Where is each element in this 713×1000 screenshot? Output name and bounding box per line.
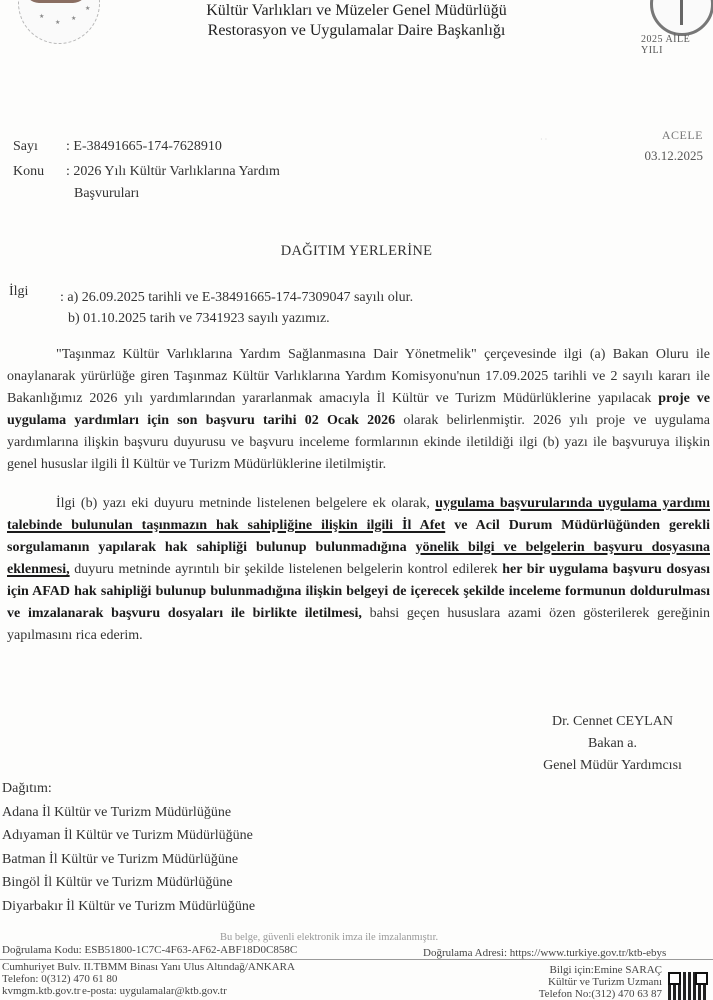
info-title: Kültür ve Turizm Uzmanı xyxy=(548,976,662,988)
body-paragraph-1 xyxy=(7,344,710,476)
p2-bold-mid: ve Acil Durum Müdürlüğünden gerekli sorgulamanın yapılarak hak sahipliği bulunup bulunmadığına xyxy=(7,518,710,555)
signatory-name: Dr. Cennet CEYLAN xyxy=(552,714,673,729)
sayi-label: Sayı xyxy=(13,139,38,154)
footer-website[interactable]: kvmgm.ktb.gov.tr xyxy=(2,985,81,997)
distribution-item: Diyarbakır İl Kültür ve Turizm Müdürlüğüne xyxy=(2,898,256,914)
signature-block xyxy=(520,711,705,777)
p2-text-cont: duyuru metninde ayrıntılı bir şekilde listelenen belgelerin kontrol edilerek xyxy=(69,562,503,577)
konu-value: : 2026 Yılı Kültür Varlıklarına Yardım xyxy=(66,164,280,179)
distribution-item: Adıyaman İl Kültür ve Turizm Müdürlüğüne xyxy=(2,828,253,843)
ilgi-label: İlgi xyxy=(9,284,29,299)
footer-address: Cumhuriyet Bulv. II.TBMM Binası Yanı Ulus Altındağ/ANKARA xyxy=(2,961,295,973)
body-paragraph-2 xyxy=(7,493,710,647)
distribution-item: Batman İl Kültür ve Turizm Müdürlüğüne xyxy=(2,851,239,867)
info-contact: Bilgi için:Emine SARAÇ xyxy=(549,964,662,976)
distribution-item: Adana İl Kültür ve Turizm Müdürlüğüne xyxy=(2,804,232,820)
p2-closing: bahsi geçen hususlara azami özen gösterilerek gereğinin yapılmasını rica ederim. xyxy=(7,606,710,643)
verification-address[interactable]: Doğrulama Adresi: https://www.turkiye.gov.tr/ktb-ebys xyxy=(423,947,667,959)
distribution-list xyxy=(2,777,255,918)
signatory-on-behalf: Bakan a. xyxy=(588,736,637,751)
footer-phone: Telefon: 0(312) 470 61 80 xyxy=(2,973,118,985)
header-department: Restorasyon ve Uygulamalar Daire Başkanlığı xyxy=(207,22,506,39)
esign-note: Bu belge, güvenli elektronik imza ile imzalanmıştır. xyxy=(220,932,439,943)
p1-deadline-bold: proje ve uygulama yardımları için son başvuru tarihi 02 Ocak 2026 xyxy=(7,391,710,428)
p2-underlined-1: uygulama başvurularında uygulama yardımı talebinde bulunulan taşınmazın hak sahipliğine ilişkin ilgili İl Afet xyxy=(7,496,710,533)
verification-code: Doğrulama Kodu: ESB51800-1C7C-4F63-AF62-ABF18D0C858C xyxy=(2,944,298,956)
distribution-item: Bingöl İl Kültür ve Turizm Müdürlüğüne xyxy=(2,875,233,890)
ministry-logo: ★ ★ ★ ★ xyxy=(18,0,100,44)
info-phone: Telefon No:(312) 470 63 87 xyxy=(538,988,662,1000)
stamp-dots: · · xyxy=(540,135,548,144)
sayi-value: : E-38491665-174-7628910 xyxy=(66,139,222,154)
p1-text: "Taşınmaz Kültür Varlıklarına Yardım Sağlanmasına Dair Yönetmelik" çerçevesinde ilgi (a) Bakan Oluru ile onaylanarak yürürlüğe giren Taşınmaz Kültür Varlıklarına Yardım Komisyonu'nun 17.09.2025 tarihli ve 2 sayılı kararı ile Bakanlığımız 2026 yılı yardımlarından yararlanmak amacıyla İl Kültür ve Turizm Müdürlüklerine yapılacak xyxy=(7,347,710,406)
header-directorate: Kültür Varlıkları ve Müzeler Genel Müdürlüğü xyxy=(206,2,507,19)
konu-label: Konu xyxy=(13,164,45,179)
distribution-label: Dağıtım: xyxy=(2,781,52,796)
konu-value-cont: Başvuruları xyxy=(74,186,140,201)
family-year-caption: 2025 AİLE YILI xyxy=(641,34,691,56)
addressee-title: DAĞITIM YERLERİNE xyxy=(280,243,433,259)
p2-underlined-2: yönelik bilgi ve belgelerin başvuru dosyasına eklenmesi, xyxy=(7,540,710,577)
footer-email[interactable]: e-posta: uygulamalar@ktb.gov.tr xyxy=(82,985,227,997)
footer-divider xyxy=(0,959,713,960)
p1-text-cont: olarak belirlenmiştir. 2026 yılı proje ve uygulama yardımlarına ilişkin başvuru duyurusu ve başvuru inceleme formlarının ekinde iletildiği ilgi (b) yazı ile başvuruya ilişkin genel hususlar ilgili İl Kültür ve Turizm Müdürlüklerine iletilmiştir. xyxy=(7,413,710,472)
signatory-title: Genel Müdür Yardımcısı xyxy=(543,758,682,773)
p2-afad-bold: her bir uygulama başvuru dosyası için AFAD hak sahipliği bulunup bulunmadığına ilişkin belgeyi de içerecek şekilde inceleme formunun doldurulması ve imzalanarak başvuru dosyaları ile birlikte iletilmesi, xyxy=(7,562,710,621)
ilgi-b: b) 01.10.2025 tarih ve 7341923 sayılı yazımız. xyxy=(68,311,330,326)
ilgi-a: : a) 26.09.2025 tarihli ve E-38491665-174-7309047 sayılı olur. xyxy=(60,290,414,305)
priority-label: ACELE xyxy=(661,128,703,142)
document-date: 03.12.2025 xyxy=(644,148,703,163)
p2-text: İlgi (b) yazı eki duyuru metninde listelenen belgelere ek olarak, xyxy=(56,496,436,511)
qr-code-icon xyxy=(668,972,708,1000)
